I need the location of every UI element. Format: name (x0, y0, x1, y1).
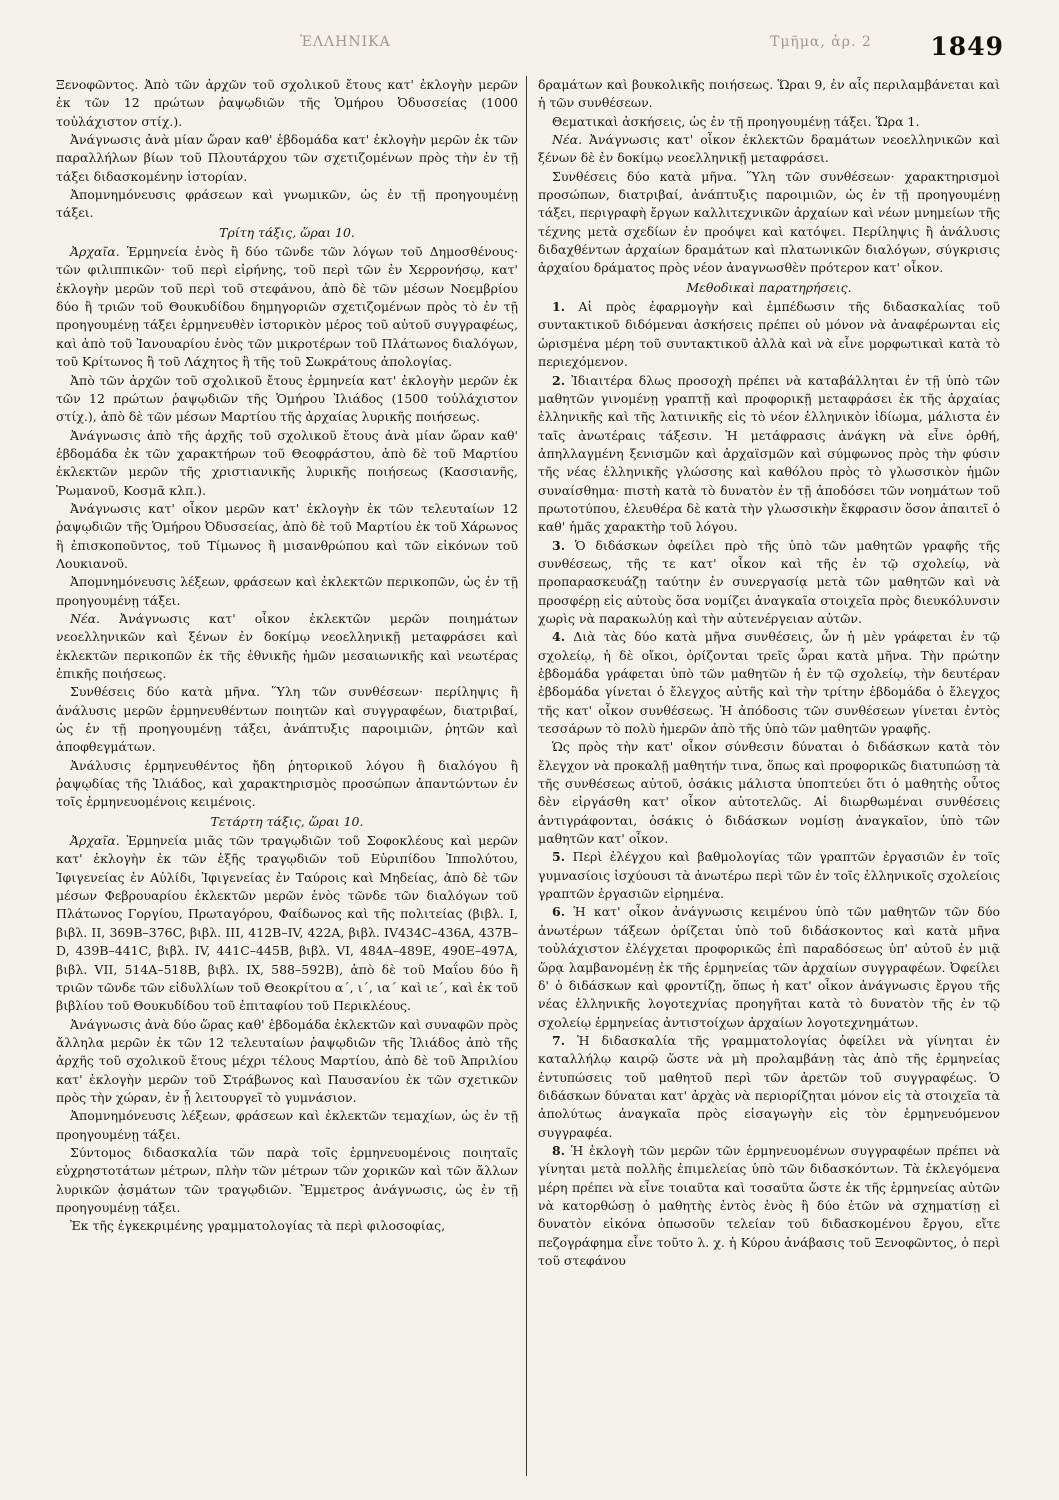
paragraph: Ἀπὸ τῶν ἀρχῶν τοῦ σχολικοῦ ἔτους ἑρμηνεία κατ' ἐκλογὴν μερῶν ἐκ τῶν 12 πρώτων ῥαψῳδιῶν τῆς Ὁμήρου Ἰλιάδος (1500 τοὐλάχιστον στίχ.), ἀπὸ δὲ τῶν μέσων Μαρτίου τῆς ἀρχαίας λυρικῆς ποιήσεως. (56, 372, 518, 425)
numbered-paragraph (538, 372, 1000, 537)
paragraph: δραμάτων καὶ βουκολικῆς ποιήσεως. Ὥραι 9, ἐν αἷς περιλαμβάνεται καὶ ἡ τῶν συνθέσεων. (538, 77, 1000, 111)
paragraph (56, 832, 518, 1015)
right-column (538, 76, 1000, 1476)
paragraph (56, 610, 518, 683)
item-number: 8. (552, 1142, 566, 1158)
paragraph-text: Περὶ ἐλέγχου καὶ βαθμολογίας τῶν γραπτῶν ἐργασιῶν ἐν τοῖς γυμνασίοις ἰσχύουσι τὰ ἀνωτέρω περὶ τῶν ἐν τοῖς ἑλληνικοῖς σχολείοις γραπτῶν ἐργασιῶν εἰρημένα. (538, 849, 1000, 902)
item-number: 5. (552, 849, 566, 865)
paragraph: Ἀνάγνωσις ἀπὸ τῆς ἀρχῆς τοῦ σχολικοῦ ἔτους ἀνὰ μίαν ὥραν καθ' ἑβδομάδα ἐκ τῶν χαρακτήρων τοῦ Θεοφράστου, ἀπὸ δὲ τοῦ Μαρτίου ἐκλεκτῶν μερῶν τῆς χριστιανικῆς λυρικῆς ποιήσεως (Κασσιανῆς, Ῥωμανοῦ, Κοσμᾶ κλπ.). (56, 427, 518, 498)
subject-label: Ἀρχαῖα. (70, 833, 120, 849)
paragraph: Ἀπομνημόνευσις λέξεων, φράσεων καὶ ἐκλεκτῶν περικοπῶν, ὡς ἐν τῇ προηγουμένῃ τάξει. (56, 574, 518, 608)
numbered-paragraph (538, 1142, 1000, 1270)
paragraph: Ἀνάγνωσις ἀνὰ δύο ὥρας καθ' ἑβδομάδα ἐκλεκτῶν καὶ συναφῶν πρὸς ἄλληλα μερῶν ἐκ τῶν 12 τελευταίων ῥαψῳδιῶν τῆς Ἰλιάδος ἀπὸ τῆς ἀρχῆς τοῦ σχολικοῦ ἔτους μέχρι τέλους Μαρτίου, ἀπὸ δὲ τοῦ Ἀπριλίου κατ' ἐκλογὴν μερῶν τοῦ Στράβωνος καὶ Παυσανίου ἐκ τῶν σχετικῶν πρὸς τὴν χώραν, ἐν ᾗ λειτουργεῖ τὸ γυμνάσιον. (56, 1016, 518, 1105)
paragraph-text: Ἡ κατ' οἶκον ἀνάγνωσις κειμένου ὑπὸ τῶν μαθητῶν τῶν δύο ἀνωτέρων τάξεων ὁρίζεται ὑπὸ τοῦ διδάσκοντος καὶ κατὰ μῆνα τοὐλάχιστον ἐλέγχεται προφορικῶς ἐπὶ παραδόσεως ὑπ' αὐτοῦ ἐν μιᾷ ὥρᾳ λαμβανομένῃ ἐκ τῆς ἑρμηνείας τῶν ἀρχαίων συγγραφέων. Ὀφείλει δ' ὁ διδάσκων καὶ φροντίζῃ, ὅπως ἡ κατ' οἶκον ἀνάγνωσις ἔργου τῆς νέας ἑλληνικῆς λογοτεχνίας προηγῆται κατὰ τὸ δυνατὸν τῆς ἐν τῷ σχολείῳ ἑρμηνείας ἀντιστοίχων ἀρχαίων λογοτεχνημάτων. (538, 904, 1000, 1030)
paragraph-text: Ἑρμηνεία ἑνὸς ἢ δύο τῶνδε τῶν λόγων τοῦ Δημοσθένους· τῶν φιλιππικῶν· τοῦ περὶ εἰρήνης, τοῦ περὶ τῶν ἐν Χερρονήσῳ, κατ' ἐκλογὴν μερῶν τοῦ περὶ τοῦ στεφάνου, ἀπὸ δὲ τῶν μέσων Νοεμβρίου δύο ἢ τριῶν τοῦ Θουκυδίδου δημηγοριῶν σχετιζομένων πρὸς τὸ ἐν τῇ προηγουμένῃ τάξει ἑρμηνευθὲν ἱστορικὸν μέρος τοῦ αὐτοῦ συγγραφέως, καὶ ἀπὸ τοῦ Ἰανουαρίου ἑνὸς τῶν μικροτέρων τοῦ Πλάτωνος διαλόγων, τοῦ Κρίτωνος ἢ τοῦ Λάχητος ἢ τῆς τοῦ Σωκράτους ἀπολογίας. (56, 244, 518, 370)
numbered-paragraph (538, 298, 1000, 371)
paragraph-text: Ἰδιαιτέρα δλως προσοχὴ πρέπει νὰ καταβάλληται ἐν τῇ ὑπὸ τῶν μαθητῶν γινομένῃ γραπτῇ καὶ προφορικῇ μεταφράσει ἐκ τῆς ἀρχαίας ἑλληνικῆς καὶ τῆς λατινικῆς εἰς τὸ νέον ἑλληνικὸν ἰδίωμα, μάλιστα ἐν ταῖς ἀνωτέραις τάξεσιν. Ἡ μετάφρασις ἀνάγκη νὰ εἶνε ὀρθή, ἀπηλλαγμένη ξενισμῶν καὶ ἀρχαϊσμῶν καὶ σύμφωνος πρὸς τὴν φύσιν τῆς νέας ἑλληνικῆς γλώσσης καὶ καθόλου πρὸς τὸ γλωσσικὸν ἡμῶν συναίσθημα· πιστὴ κατὰ τὸ δυνατὸν ἐν τῇ ἀποδόσει τῶν νοημάτων τοῦ πρωτοτύπου, ἐλευθέρα δὲ κατὰ τὴν γλωσσικὴν ἔκφρασιν ὅσον ἀπαιτεῖ ὁ καθ' ἡμᾶς χαρακτὴρ τοῦ λόγου. (538, 372, 1000, 535)
paragraph: Ἀνάγνωσις ἀνὰ μίαν ὥραν καθ' ἑβδομάδα κατ' ἐκλογὴν μερῶν ἐκ τῶν παραλλήλων βίων τοῦ Πλουτάρχου τῶν σχετιζομένων πρὸς τὴν ἐν τῇ τάξει διδασκομένην ἱστορίαν. (56, 132, 518, 184)
paragraph: Ἀνάγνωσις κατ' οἶκον μερῶν κατ' ἐκλογὴν ἐκ τῶν τελευταίων 12 ῥαψῳδιῶν τῆς Ὁμήρου Ὀδυσσείας, ἀπὸ δὲ τοῦ Μαρτίου ἐκ τοῦ Χάρωνος ἢ ἐπισκοποῦντος, τοῦ Τίμωνος ἢ μισανθρώπου καὶ τῶν εἰκόνων τοῦ Λουκιανοῦ. (56, 500, 518, 571)
page-header (70, 30, 1024, 78)
paragraph-text: Ἡ διδασκαλία τῆς γραμματολογίας ὀφείλει νὰ γίνηται ἐν καταλλήλῳ καιρῷ ὥστε νὰ μὴ προλαμβάνῃ τὰς ἀπὸ τῆς ἑρμηνείας ἐντυπώσεις τοῦ μαθητοῦ περὶ τῶν ἀρετῶν τοῦ συγγραφέως. Ὁ διδάσκων δύναται κατ' ἀρχὰς νὰ περιορίζηται μόνον εἰς τὰ στοιχεῖα τὰ ἀπολύτως ἀναγκαῖα πρὸς εἰσαγωγὴν εἰς τὸν ἑρμηνευόμενον συγγραφέα. (538, 1032, 1000, 1140)
numbered-paragraph (538, 537, 1000, 629)
section-heading: Τρίτη τάξις, ὥραι 10. (219, 224, 355, 240)
numbered-paragraph (538, 1032, 1000, 1142)
item-number: 1. (552, 299, 566, 315)
item-number: 7. (552, 1032, 566, 1048)
numbered-paragraph (538, 628, 1000, 738)
paragraph: Σύντομος διδασκαλία τῶν παρὰ τοῖς ἑρμηνευομένοις ποιηταῖς εὐχρηστοτάτων μέτρων, πλὴν τῶν μέτρων τῶν χορικῶν καὶ τῶν ἄλλων λυρικῶν ᾀσμάτων τῶν τραγῳδιῶν. Ἔμμετρος ἀνάγνωσις, ὡς ἐν τῇ προηγουμένῃ τάξει. (56, 1144, 518, 1215)
paragraph-text: Ἑρμηνεία μιᾶς τῶν τραγῳδιῶν τοῦ Σοφοκλέους καὶ μερῶν κατ' ἐκλογὴν ἐκ τῶν ἑξῆς τραγῳδιῶν τοῦ Εὐριπίδου Ἱππολύτου, Ἰφιγενείας ἐν Αὐλίδι, Ἰφιγενείας ἐν Ταύροις καὶ Μηδείας, ἀπὸ δὲ τῶν μέσων Φεβρουαρίου ἐκλεκτῶν μερῶν ἑνὸς τῶνδε τῶν διαλόγων τοῦ Πλάτωνος Γοργίου, Πρωταγόρου, Φαίδωνος καὶ τῆς πολιτείας (βιβλ. I, βιβλ. II, 369B–376C, βιβλ. III, 412B–IV, 422A, βιβλ. IV434C–436A, 437B–D, 439B–441C, βιβλ. IV, 441C–445B, βιβλ. VI, 484A–489E, 490E–497A, βιβλ. VII, 514A–518B, βιβλ. IX, 588–592B), ἀπὸ δὲ τοῦ Μαΐου δύο ἢ τριῶν τῶνδε τῶν εἰδυλλίων τοῦ Θεοκρίτου α΄, ι΄, ια΄ καὶ ιε΄, καὶ ἐκ τοῦ βιβλίου τοῦ Θουκυδίδου τοῦ ἐπιταφίου τοῦ Περικλέους. (56, 833, 518, 1014)
bleed-through-text: Τμῆμα, ἀρ. 2 (770, 34, 872, 50)
item-number: 2. (552, 372, 566, 388)
paragraph: Ξενοφῶντος. Ἀπὸ τῶν ἀρχῶν τοῦ σχολικοῦ ἔτους κατ' ἐκλογὴν μερῶν ἐκ τῶν 12 πρώτων ῥαψῳδιῶν τῆς Ὁμήρου Ὀδυσσείας (1000 τοὐλάχιστον στίχ.). (56, 77, 518, 129)
section-heading: Τετάρτη τάξις, ὥραι 10. (210, 813, 364, 829)
paragraph: Συνθέσεις δύο κατὰ μῆνα. Ὕλη τῶν συνθέσεων· χαρακτηρισμοὶ προσώπων, διατριβαί, ἀνάπτυξις παροιμιῶν, ὡς ἐν τῇ προηγουμένῃ τάξει, περιγραφὴ ἔργων καλλιτεχνικῶν ἀρχαίων καὶ νέων μνημείων τῆς τέχνης μετὰ σχεδίων ἐν προόψει καὶ κατόψει. Περίληψις ἢ ἀνάλυσις διδαχθέντων ἀρχαίων δραμάτων καὶ πλατωνικῶν διαλόγων, σύγκρισις ἀρχαίου δράματος πρὸς νέον ἀναγνωσθὲν πρότερον κατ' οἶκον. (538, 168, 1000, 276)
numbered-paragraph (538, 903, 1000, 1031)
paragraph-text: Ἀνάγνωσις κατ' οἶκον ἐκλεκτῶν μερῶν ποιημάτων νεοελληνικῶν καὶ ξένων ἐν δοκίμῳ νεοελληνικῇ μεταφράσει καὶ ἐκλεκτῶν περικοπῶν ἐκ τῆς ἐθνικῆς ἡμῶν μεσαιωνικῆς καὶ νεωτέρας ἐπικῆς ποιήσεως. (56, 610, 518, 681)
paragraph-text: Ἀνάγνωσις κατ' οἶκον ἐκλεκτῶν δραμάτων νεοελληνικῶν καὶ ξένων δὲ ἐν δοκίμῳ νεοελληνικῇ μεταφράσει. (538, 132, 1000, 166)
section-heading: Μεθοδικαὶ παρατηρήσεις. (686, 279, 852, 295)
column-divider (526, 76, 527, 1476)
item-number: 6. (552, 904, 566, 920)
paragraph-text: Αἱ πρὸς ἐφαρμογὴν καὶ ἐμπέδωσιν τῆς διδασκαλίας τοῦ συντακτικοῦ διδόμεναι ἀσκήσεις πρέπει οὐ μόνον νὰ ἀναφέρωνται εἰς ὡρισμένα μέρη τοῦ συντακτικοῦ ἀλλὰ καὶ νὰ εἶνε μορφωτικαὶ κατὰ τὸ περιεχόμενον. (538, 299, 1000, 370)
subject-label: Νέα. (552, 132, 583, 148)
paragraph: Ἀπομνημόνευσις φράσεων καὶ γνωμικῶν, ὡς ἐν τῇ προηγουμένῃ τάξει. (56, 187, 518, 221)
paragraph-text: Διὰ τὰς δύο κατὰ μῆνα συνθέσεις, ὧν ἡ μὲν γράφεται ἐν τῷ σχολείῳ, ἡ δὲ οἴκοι, ὁρίζονται τρεῖς ὧραι κατὰ μῆνα. Τὴν πρώτην ἑβδομάδα γράφεται ὑπὸ τῶν μαθητῶν ἡ ἐν τῷ σχολείῳ, τὴν δευτέραν ἑβδομάδα γίνεται ὁ ἔλεγχος αὐτῆς καὶ τὴν τρίτην ἑβδομάδα ὁ ἔλεγχος τῆς κατ' οἶκον συνθέσεως. Ἡ ἀπόδοσις τῶν συνθέσεων γίνεται ἐντὸς τεσσάρων τὸ πολὺ ἡμερῶν ἀπὸ τῆς ὑπὸ τῶν μαθητῶν γραφῆς. (538, 629, 1000, 737)
paragraph-text: Ὁ διδάσκων ὀφείλει πρὸ τῆς ὑπὸ τῶν μαθητῶν γραφῆς τῆς συνθέσεως, τῆς τε κατ' οἶκον καὶ τῆς ἐν τῷ σχολείῳ, νὰ προπαρασκευάζῃ ταύτην ἐν συνεργασίᾳ μετὰ τῶν μαθητῶν καὶ νὰ προσφέρῃ εἰς αὐτοὺς ὅσα νομίζει ἀναγκαῖα στοιχεῖα πρὸς διευκόλυνσιν χωρὶς νὰ παρακωλύῃ καὶ τὴν αὐτενέργειαν αὐτῶν. (538, 537, 1000, 626)
paragraph (56, 243, 518, 371)
paragraph (538, 131, 1000, 168)
left-column (56, 76, 518, 1476)
paragraph: Ἐκ τῆς ἐγκεκριμένης γραμματολογίας τὰ περὶ φιλοσοφίας, (70, 1218, 446, 1234)
paragraph: Θεματικαὶ ἀσκήσεις, ὡς ἐν τῇ προηγουμένῃ τάξει. Ὥρα 1. (552, 113, 920, 129)
numbered-paragraph (538, 848, 1000, 903)
paragraph: Ἀνάλυσις ἑρμηνευθέντος ἤδη ῥητορικοῦ λόγου ἢ διαλόγου ἢ ῥαψῳδίας τῆς Ἰλιάδος, καὶ χαρακτηρισμὸς προσώπων ἀπαντώντων ἐν τοῖς ἑρμηνευομένοις κειμένοις. (56, 757, 518, 810)
paragraph: Ἀπομνημόνευσις λέξεων, φράσεων καὶ ἐκλεκτῶν τεμαχίων, ὡς ἐν τῇ προηγουμένῃ τάξει. (56, 1108, 518, 1142)
page-number: 1849 (930, 32, 1004, 61)
subject-label: Ἀρχαῖα. (70, 244, 120, 260)
paragraph-text: Ἡ ἐκλογὴ τῶν μερῶν τῶν ἑρμηνευομένων συγγραφέων πρέπει νὰ γίνηται μετὰ πολλῆς ἐπιμελείας ὑπὸ τῶν διδασκόντων. Τὰ ἐκλεγόμενα μέρη πρέπει νὰ εἶνε τοιαῦτα καὶ τοσαῦτα ὥστε ἐκ τῆς ἑρμηνείας αὐτῶν νὰ κατορθώσῃ ὁ μαθητὴς ἐντὸς ἑνὸς ἢ δύο ἐτῶν νὰ σχηματίσῃ εἰ δυνατὸν εἰκόνα ὁπωσοῦν τελείαν τοῦ διδασκομένου ἔργου, εἴτε πεζογράφημα εἶνε τοῦτο λ. χ. ἡ Κύρου ἀνάβασις τοῦ Ξενοφῶντος, ὁ περὶ τοῦ στεφάνου (538, 1142, 1000, 1268)
item-number: 3. (552, 537, 566, 553)
bleed-through-text: ἘΛΛΗΝΙΚΑ (300, 34, 391, 50)
item-number: 4. (552, 629, 566, 645)
paragraph: Συνθέσεις δύο κατὰ μῆνα. Ὕλη τῶν συνθέσεων· περίληψις ἢ ἀνάλυσις μερῶν ἑρμηνευθέντων ποιητῶν καὶ συγγραφέων, διατριβαί, ὡς ἐν τῇ προηγουμένῃ τάξει, ἀνάπτυξις παροιμιῶν, ῥητῶν καὶ ἀποφθεγμάτων. (56, 684, 518, 755)
subject-label: Νέα. (70, 610, 101, 626)
paragraph: Ὡς πρὸς τὴν κατ' οἶκον σύνθεσιν δύναται ὁ διδάσκων κατὰ τὸν ἔλεγχον νὰ προκαλῇ μαθητήν τινα, ὅπως καὶ προφορικῶς διατυπώσῃ τὰ τῆς συνθέσεως αὐτοῦ, ὁσάκις μάλιστα ὑποπτεύει ὅτι ὁ μαθητὴς οὗτος δὲν εἰργάσθη κατ' οἶκον αὐτοτελῶς. Αἱ διωρθωμέναι συνθέσεις ἀντιγράφονται, ὁσάκις ὁ διδάσκων νομίσῃ ἀναγκαῖον, ὑπὸ τῶν μαθητῶν κατ' οἶκον. (538, 739, 1000, 847)
